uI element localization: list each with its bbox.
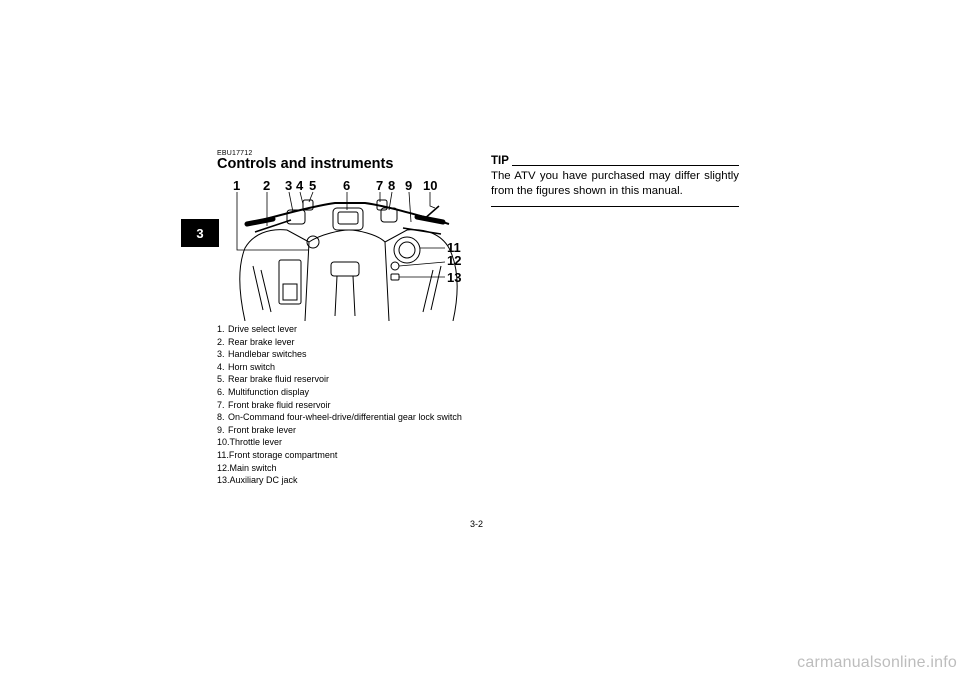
storage-lid — [394, 237, 420, 263]
tip-top-rule — [512, 165, 739, 166]
callout-8: 8 — [388, 178, 396, 193]
chapter-tab — [181, 219, 219, 247]
callout-5: 5 — [309, 178, 317, 193]
atv-controls-figure — [217, 176, 469, 321]
chapter-tab-label: 3 — [196, 225, 204, 241]
seat-front — [331, 262, 359, 276]
left-grip — [247, 219, 273, 224]
callout-2: 2 — [263, 178, 271, 193]
seat-ridge — [335, 276, 355, 316]
section-code: EBU17712 — [217, 150, 253, 157]
legend-item: 3. Handlebar switches — [217, 349, 307, 360]
front-brake-lever — [403, 228, 441, 234]
legend-item: 7. Front brake fluid reservoir — [217, 399, 331, 410]
tip-box — [491, 156, 739, 207]
dc-jack — [391, 274, 399, 280]
left-panel — [279, 260, 301, 304]
callout-6: 6 — [343, 178, 351, 193]
tip-header — [491, 156, 739, 167]
left-panel-inner — [283, 284, 297, 300]
legend-item: 4. Horn switch — [217, 361, 276, 372]
callout-12: 12 — [447, 253, 462, 268]
front-rack-right — [423, 266, 441, 312]
tip-text: The ATV you have purchased may differ slightly from the figures shown in this manual. — [491, 170, 739, 198]
legend-item: 13. Auxiliary DC jack — [217, 475, 298, 486]
legend-item: 5. Rear brake fluid reservoir — [217, 374, 330, 385]
right-grip — [417, 217, 443, 222]
left-fender — [240, 230, 309, 321]
watermark: carmanualsonline.info — [797, 654, 957, 671]
callout-9: 9 — [405, 178, 413, 193]
legend-item: 10. Throttle lever — [217, 437, 283, 448]
callout-4: 4 — [296, 178, 304, 193]
storage-lid-inner — [399, 242, 415, 258]
legend-item: 9. Front brake lever — [217, 424, 297, 435]
callout-13: 13 — [447, 270, 462, 285]
callout-7: 7 — [376, 178, 384, 193]
legend-item: 1. Drive select lever — [217, 324, 298, 334]
atv-handlebar-illustration — [217, 176, 469, 321]
legend-item: 8. On-Command four-wheel-drive/differential gear lock switch — [217, 412, 462, 423]
legend-item: 12. Main switch — [217, 462, 277, 473]
tip-label: TIP — [491, 155, 509, 167]
callout-3: 3 — [285, 178, 293, 193]
handlebar — [247, 203, 449, 224]
front-rack-left — [253, 266, 271, 312]
tip-bottom-rule — [491, 206, 739, 207]
legend-item: 11. Front storage compartment — [217, 449, 338, 460]
page-number: 3-2 — [470, 519, 484, 529]
legend-item: 6. Multifunction display — [217, 386, 310, 397]
main-switch — [391, 262, 399, 270]
display-screen — [338, 212, 358, 224]
legend-item: 2. Rear brake lever — [217, 336, 295, 347]
callout-1: 1 — [233, 178, 241, 193]
callout-11: 11 — [447, 240, 461, 255]
callout-10: 10 — [423, 178, 438, 193]
figure-legend — [217, 323, 477, 487]
section-title: Controls and instruments — [217, 156, 394, 172]
